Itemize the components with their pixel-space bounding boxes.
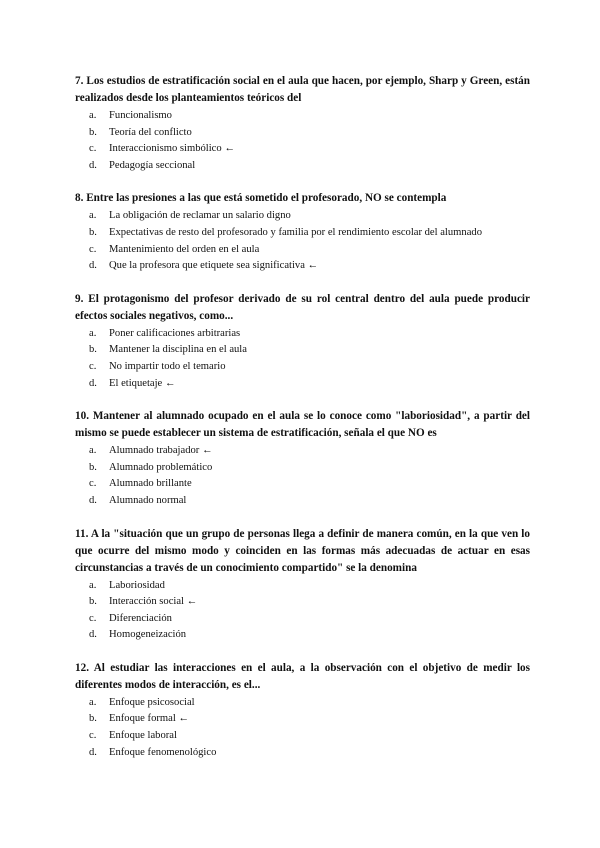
option-item [89, 594, 530, 611]
question-12 [75, 660, 530, 761]
option-letter: d. [89, 260, 97, 272]
option-list [75, 695, 530, 761]
option-item [89, 108, 530, 125]
option-item [89, 695, 530, 712]
option-text: Interaccionismo simbólico ← [109, 143, 235, 155]
option-text: Poner calificaciones arbitrarias [109, 327, 241, 339]
question-9 [75, 291, 530, 392]
option-text: Mantener la disciplina en el aula [109, 344, 247, 356]
option-letter: a. [89, 210, 97, 222]
option-item [89, 225, 530, 242]
option-text: Enfoque psicosocial [109, 696, 195, 708]
option-item [89, 711, 530, 728]
option-text: El etiquetaje ← [109, 377, 176, 389]
option-item [89, 728, 530, 745]
option-letter: b. [89, 461, 97, 473]
option-item [89, 460, 530, 477]
option-letter: b. [89, 226, 97, 238]
option-letter: a. [89, 327, 97, 339]
question-10 [75, 408, 530, 509]
option-text: Funcionalismo [109, 110, 172, 121]
option-letter: d. [89, 159, 97, 171]
option-letter: b. [89, 713, 97, 725]
option-list [75, 108, 530, 174]
option-item [89, 745, 530, 762]
option-letter: a. [89, 110, 97, 121]
option-letter: c. [89, 478, 97, 490]
option-letter: c. [89, 360, 97, 372]
option-letter: b. [89, 126, 97, 138]
question-text: 11. A la "situación que un grupo de personas llega a definir de manera común, en la que ven lo que ocurre del mismo modo y coinciden en las formas más adecuadas de actuar en esas circunstancias a través de un conocimiento compartido" se la denomina [75, 527, 530, 574]
option-item [89, 326, 530, 343]
option-item [89, 158, 530, 175]
option-list [75, 326, 530, 392]
option-list [75, 208, 530, 274]
option-list [75, 578, 530, 644]
option-letter: d. [89, 377, 97, 389]
option-item [89, 342, 530, 359]
option-text: Alumnado problemático [109, 461, 213, 473]
option-text: Diferenciación [109, 612, 172, 624]
option-letter: c. [89, 612, 97, 624]
option-item [89, 125, 530, 142]
question-text: 7. Los estudios de estratificación social en el aula que hacen, por ejemplo, Sharp y Green, están realizados desde los planteamientos teóricos del [75, 75, 530, 104]
option-item [89, 627, 530, 644]
option-letter: b. [89, 596, 97, 608]
option-letter: c. [89, 243, 97, 255]
question-text: 8. Entre las presiones a las que está sometido el profesorado, NO se contempla [75, 192, 447, 205]
option-item [89, 141, 530, 158]
option-letter: b. [89, 344, 97, 356]
option-item [89, 476, 530, 493]
option-item [89, 258, 530, 275]
question-11 [75, 526, 530, 644]
option-text: Alumnado trabajador ← [109, 445, 213, 457]
option-text: Enfoque formal ← [109, 713, 190, 725]
question-text: 10. Mantener al alumnado ocupado en el aula se lo conoce como "laboriosidad", a partir del mismo se puede establecer un sistema de estratificación, señala el que NO es [75, 410, 530, 440]
option-text: Mantenimiento del orden en el aula [109, 243, 260, 255]
question-7 [75, 73, 530, 174]
option-letter: c. [89, 143, 97, 155]
option-text: Enfoque fenomenológico [109, 746, 217, 758]
option-text: La obligación de reclamar un salario digno [109, 210, 291, 222]
option-item [89, 611, 530, 628]
option-text: Enfoque laboral [109, 730, 177, 742]
option-item [89, 242, 530, 259]
question-text: 9. El protagonismo del profesor derivado de su rol central dentro del aula puede producir efectos sociales negativos, como... [75, 292, 530, 322]
option-item [89, 578, 530, 595]
option-text: Pedagogía seccional [109, 159, 196, 171]
option-item [89, 443, 530, 460]
option-text: Interacción social ← [109, 596, 198, 608]
option-text: Laboriosidad [109, 579, 165, 591]
option-letter: a. [89, 696, 97, 708]
option-text: Teoría del conflicto [109, 126, 192, 138]
option-letter: d. [89, 629, 97, 641]
option-text: Que la profesora que etiquete sea significativa ← [109, 260, 319, 272]
option-text: Alumnado brillante [109, 478, 192, 490]
option-item [89, 493, 530, 510]
option-item [89, 376, 530, 393]
option-text: No impartir todo el temario [109, 360, 226, 372]
question-text: 12. Al estudiar las interacciones en el aula, a la observación con el objetivo de medir los diferentes modos de interacción, es el... [75, 661, 530, 691]
option-letter: d. [89, 746, 97, 758]
option-list [75, 443, 530, 509]
option-text: Expectativas de resto del profesorado y familia por el rendimiento escolar del alumnado [109, 226, 483, 238]
option-item [89, 359, 530, 376]
option-letter: a. [89, 445, 97, 457]
option-letter: d. [89, 494, 97, 506]
option-letter: a. [89, 579, 97, 591]
question-8 [75, 190, 530, 274]
option-text: Alumnado normal [109, 494, 187, 506]
option-text: Homogeneización [109, 629, 187, 641]
option-letter: c. [89, 730, 97, 742]
option-item [89, 208, 530, 225]
